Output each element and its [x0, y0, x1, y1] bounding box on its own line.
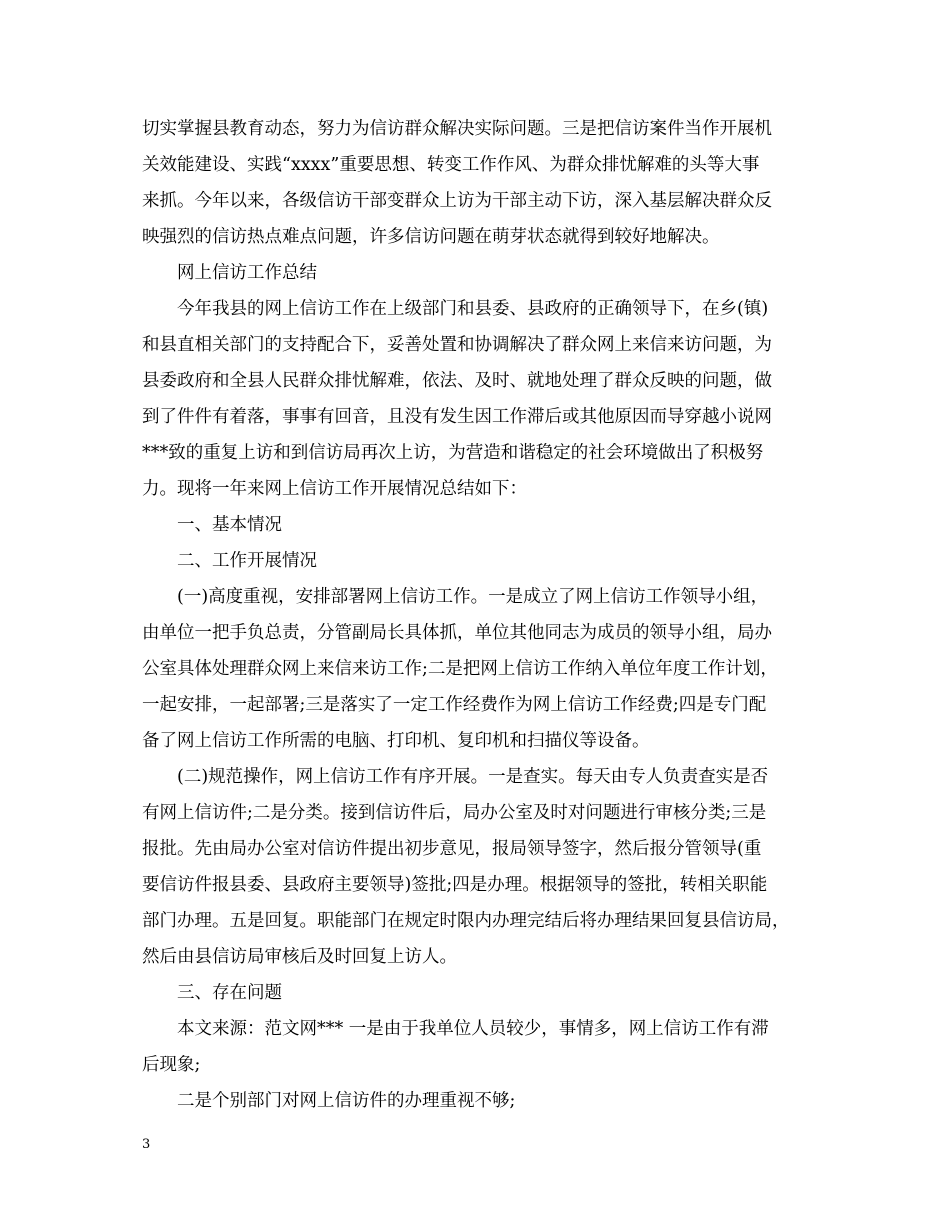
paragraph-line: 和县直相关部门的支持配合下，妥善处置和协调解决了群众网上来信来访问题，为 [142, 335, 772, 355]
page-number: 3 [142, 1137, 151, 1152]
paragraph-line: 然后由县信访局审核后及时回复上访人。 [142, 947, 457, 967]
paragraph-line: 二是个别部门对网上信访件的办理重视不够; [177, 1091, 516, 1111]
paragraph-line: 到了件件有着落，事事有回音，且没有发生因工作滞后或其他原因而导穿越小说网 [142, 407, 772, 427]
paragraph-line: 部门办理。五是回复。职能部门在规定时限内办理完结后将办理结果回复县信访局， [142, 911, 790, 931]
paragraph-line: 映强烈的信访热点难点问题，许多信访问题在萌芽状态就得到较好地解决。 [142, 227, 720, 247]
paragraph-line: 本文来源：范文网*** 一是由于我单位人员较少，事情多，网上信访工作有滞 [177, 1019, 769, 1039]
paragraph-line: 后现象; [142, 1055, 201, 1075]
paragraph-line: 一起安排，一起部署;三是落实了一定工作经费作为网上信访工作经费;四是专门配 [142, 695, 767, 715]
paragraph-line: ***致的重复上访和到信访局再次上访，为营造和谐稳定的社会环境做出了积极努 [142, 443, 764, 463]
paragraph-line: 要信访件报县委、县政府主要领导)签批;四是办理。根据领导的签批，转相关职能 [142, 875, 768, 895]
section-heading: 三、存在问题 [177, 983, 282, 1003]
section-heading: 二、工作开展情况 [177, 551, 317, 571]
paragraph-line: 由单位一把手负总责，分管副局长具体抓，单位其他同志为成员的领导小组，局办 [142, 623, 772, 643]
paragraph-line: 切实掌握县教育动态，努力为信访群众解决实际问题。三是把信访案件当作开展机 [142, 119, 772, 139]
paragraph-line: 力。现将一年来网上信访工作开展情况总结如下： [142, 479, 527, 499]
paragraph-line: 来抓。今年以来，各级信访干部变群众上访为干部主动下访，深入基层解决群众反 [142, 191, 772, 211]
paragraph-line: 公室具体处理群众网上来信来访工作;二是把网上信访工作纳入单位年度工作计划， [142, 659, 778, 679]
section-heading: 网上信访工作总结 [177, 263, 317, 283]
paragraph-line: 今年我县的网上信访工作在上级部门和县委、县政府的正确领导下，在乡(镇) [177, 299, 769, 319]
paragraph-line: (一)高度重视，安排部署网上信访工作。一是成立了网上信访工作领导小组， [177, 587, 769, 607]
section-heading: 一、基本情况 [177, 515, 282, 535]
paragraph-line: (二)规范操作，网上信访工作有序开展。一是查实。每天由专人负责查实是否 [177, 767, 769, 787]
paragraph-line: 关效能建设、实践“xxxx”重要思想、转变工作作风、为群众排忧解难的头等大事 [142, 155, 760, 175]
paragraph-line: 备了网上信访工作所需的电脑、打印机、复印机和扫描仪等设备。 [142, 731, 650, 751]
paragraph-line: 县委政府和全县人民群众排忧解难，依法、及时、就地处理了群众反映的问题，做 [142, 371, 772, 391]
paragraph-line: 报批。先由局办公室对信访件提出初步意见，报局领导签字，然后报分管领导(重 [142, 839, 762, 859]
paragraph-line: 有网上信访件;二是分类。接到信访件后，局办公室及时对问题进行审核分类;三是 [142, 803, 767, 823]
